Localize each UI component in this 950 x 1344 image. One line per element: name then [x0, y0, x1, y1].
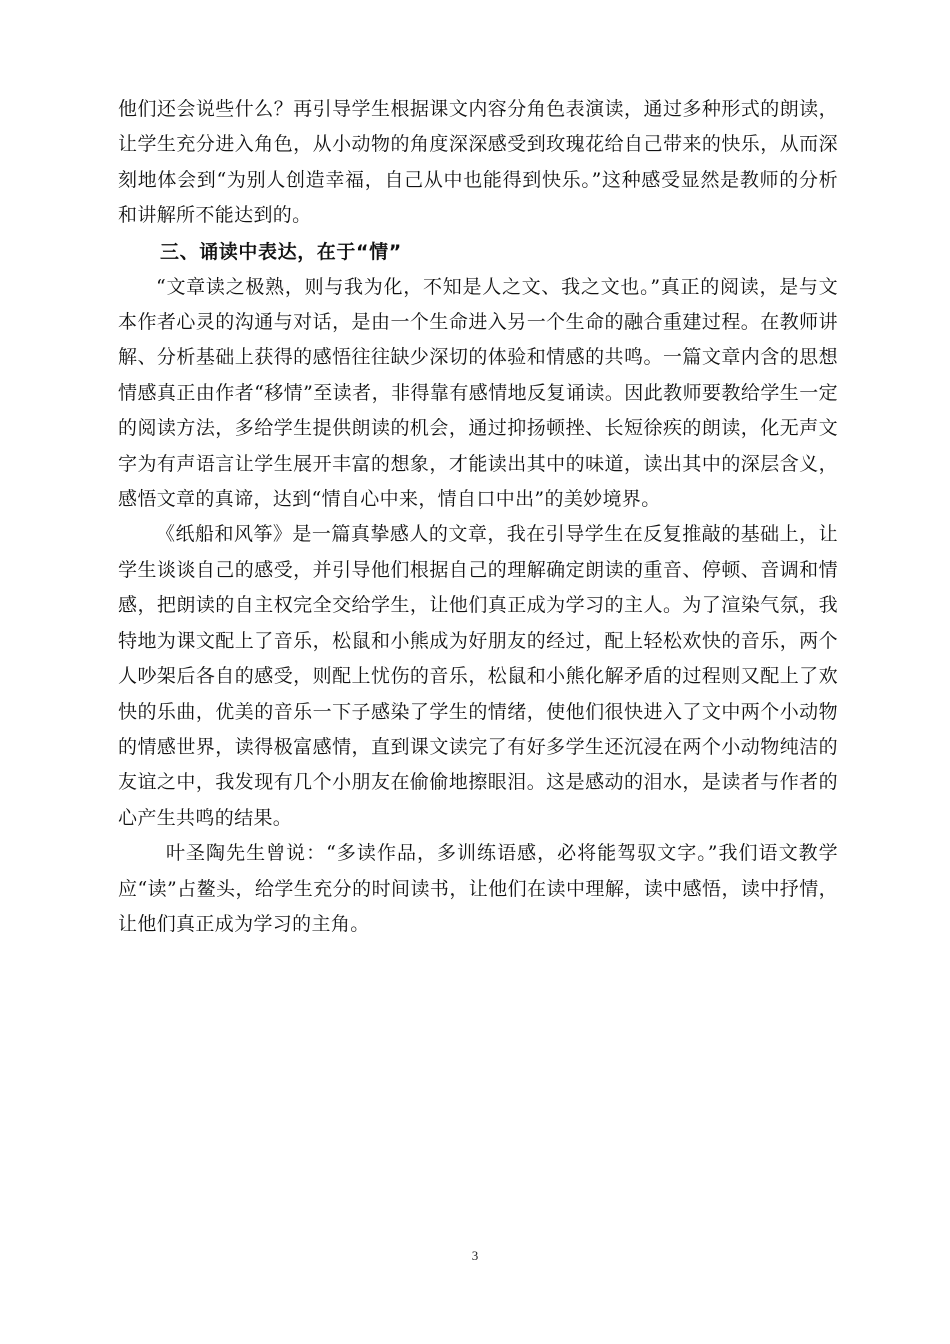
document-body — [118, 92, 838, 942]
paragraph-continued: 他们还会说些什么？再引导学生根据课文内容分角色表演读，通过多种形式的朗读，让学生充分进入角色，从小动物的角度深深感受到玫瑰花给自己带来的快乐，从而深刻地体会到“为别人创造幸福，自己从中也能得到快乐。”这种感受显然是教师的分析和讲解所不能达到的。 — [118, 98, 838, 227]
paragraph-conclusion: 叶圣陶先生曾说：“多读作品，多训练语感，必将能驾驭文字。”我们语文教学应“读”占鳌头，给学生充分的时间读书，让他们在读中理解，读中感悟，读中抒情，让他们真正成为学习的主角。 — [118, 842, 838, 935]
paragraph-quote-intro: “文章读之极熟，则与我为化，不知是人之文、我之文也。”真正的阅读，是与文本作者心灵的沟通与对话，是由一个生命进入另一个生命的融合重建过程。在教师讲解、分析基础上获得的感悟往往缺少深切的体验和情感的共鸣。一篇文章内含的思想情感真正由作者“移情”至读者，非得靠有感情地反复诵读。因此教师要教给学生一定的阅读方法，多给学生提供朗读的机会，通过抑扬顿挫、长短徐疾的朗读，化无声文字为有声语言让学生展开丰富的想象，才能读出其中的味道，读出其中的深层含义，感悟文章的真谛，达到“情自心中来，情自口中出”的美妙境界。 — [118, 275, 838, 511]
section-heading: 三、诵读中表达，在于“情” — [160, 240, 402, 263]
page-number: 3 — [471, 1248, 479, 1263]
paragraph-example: 《纸船和风筝》是一篇真挚感人的文章，我在引导学生在反复推敲的基础上，让学生谈谈自己的感受，并引导他们根据自己的理解确定朗读的重音、停顿、音调和情感，把朗读的自主权完全交给学生，让他们真正成为学习的主人。为了渲染气氛，我特地为课文配上了音乐，松鼠和小熊成为好朋友的经过，配上轻松欢快的音乐，两个人吵架后各自的感受，则配上忧伤的音乐，松鼠和小熊化解矛盾的过程则又配上了欢快的乐曲，优美的音乐一下子感染了学生的情绪，使他们很快进入了文中两个小动物的情感世界，读得极富感情，直到课文读完了有好多学生还沉浸在两个小动物纯洁的友谊之中，我发现有几个小朋友在偷偷地擦眼泪。这是感动的泪水，是读者与作者的心产生共鸣的结果。 — [118, 523, 838, 829]
